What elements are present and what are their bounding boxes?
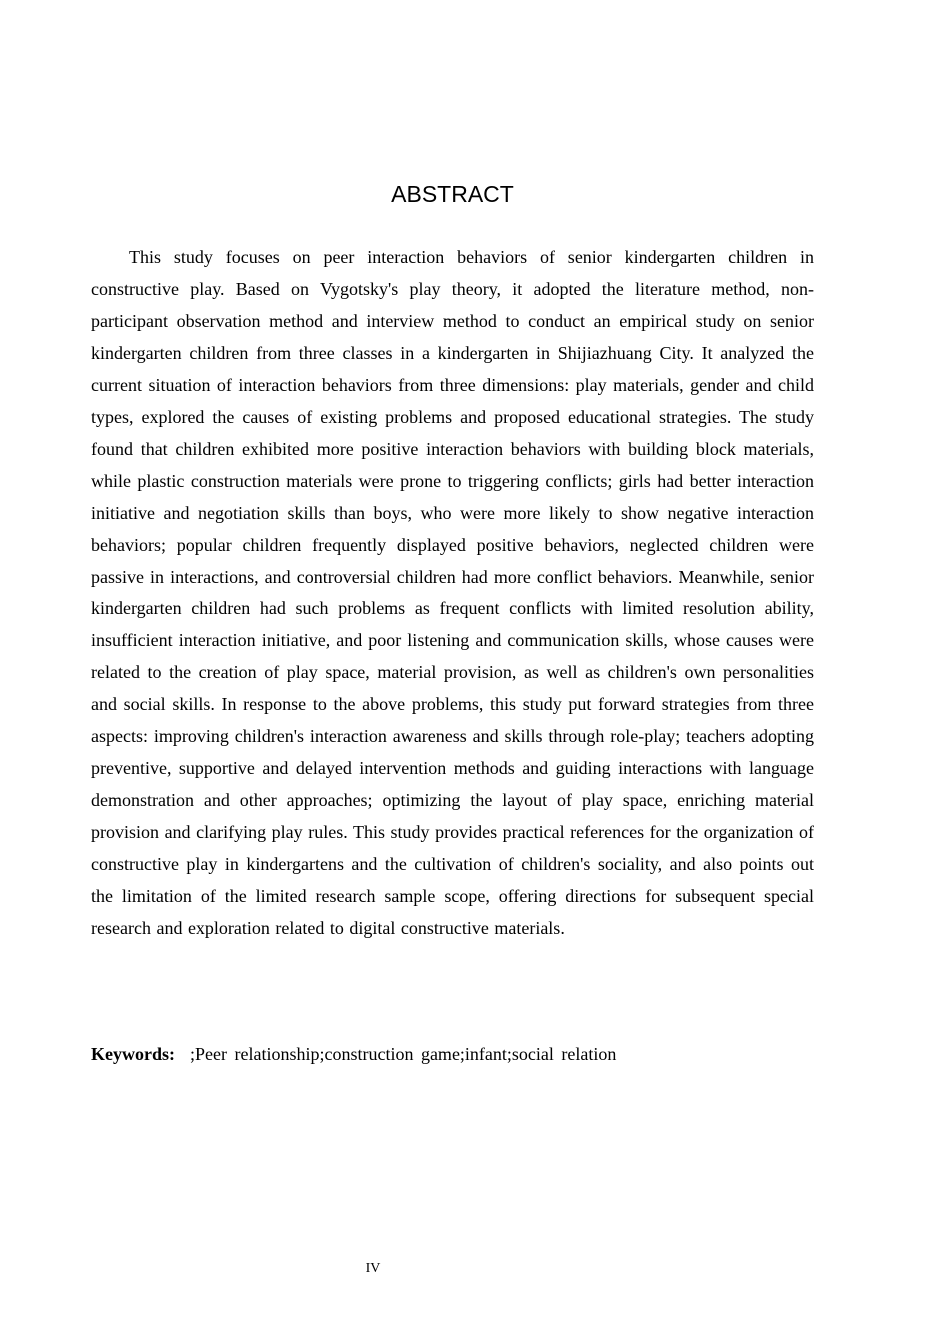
- keywords-text: ;Peer relationship;construction game;infant;social relation: [190, 1044, 617, 1064]
- keywords-label: Keywords:: [91, 1044, 175, 1064]
- page-number: IV: [365, 1261, 381, 1276]
- keywords-line: [91, 1039, 814, 1070]
- abstract-title: ABSTRACT: [391, 181, 514, 207]
- abstract-body: This study focuses on peer interaction behaviors of senior kindergarten children in constructive play. Based on Vygotsky's play theory, it adopted the literature method, non-participant observation method and interview method to conduct an empirical study on senior kindergarten children from three classes in a kindergarten in Shijiazhuang City. It analyzed the current situation of interaction behaviors from three dimensions: play materials, gender and child types, explored the causes of existing problems and proposed educational strategies. The study found that children exhibited more positive interaction behaviors with building block materials, while plastic construction materials were prone to triggering conflicts; girls had better interaction initiative and negotiation skills than boys, who were more likely to show negative interaction behaviors; popular children frequently displayed positive behaviors, neglected children were passive in interactions, and controversial children had more conflict behaviors. Meanwhile, senior kindergarten children had such problems as frequent conflicts with limited resolution ability, insufficient interaction initiative, and poor listening and communication skills, whose causes were related to the creation of play space, material provision, as well as children's own personalities and social skills. In response to the above problems, this study put forward strategies from three aspects: improving children's interaction awareness and skills through role-play; teachers adopting preventive, supportive and delayed intervention methods and guiding interactions with language demonstration and other approaches; optimizing the layout of play space, enriching material provision and clarifying play rules. This study provides practical references for the organization of constructive play in kindergartens and the cultivation of children's sociality, and also points out the limitation of the limited research sample scope, offering directions for subsequent special research and exploration related to digital constructive materials.: [91, 247, 814, 939]
